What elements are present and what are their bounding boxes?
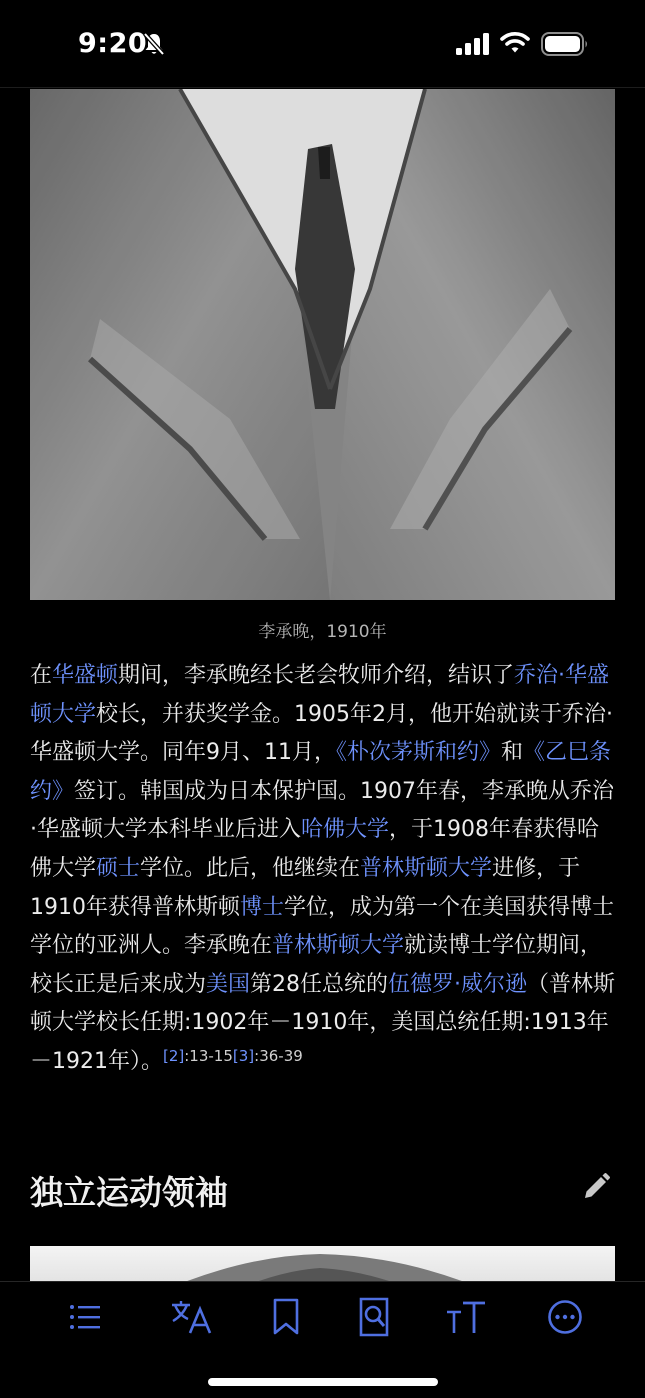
text-segment: ，于1908年春获得哈佛大学 [30,817,600,881]
link-masters-degree[interactable]: 硕士 [96,855,141,881]
signal-icon [456,33,490,55]
text-segment: 进修，于1910年获得普林斯顿 [30,855,581,920]
text-segment: 第28任总统的 [250,971,389,997]
text-segment: 在 [30,663,53,688]
bell-slash-icon [143,32,165,56]
contents-icon [68,1302,104,1332]
figure-photo[interactable] [30,89,615,600]
link-george-washington-university[interactable]: 乔治·华盛顿大学 [30,663,610,727]
text-size-button[interactable] [444,1295,488,1339]
link-harvard-university[interactable]: 哈佛大学 [301,817,390,843]
link-united-states[interactable]: 美国 [206,971,251,997]
section-heading: 独立运动领袖 [30,1173,228,1212]
contents-button[interactable] [64,1295,108,1339]
link-princeton-university-2[interactable]: 普林斯顿大学 [272,933,405,959]
text-size-icon [445,1299,487,1335]
link-princeton-university[interactable]: 普林斯顿大学 [360,855,493,881]
more-button[interactable] [543,1295,587,1339]
status-bar [0,0,645,88]
link-washington[interactable]: 华盛顿 [52,663,119,688]
wifi-icon [500,30,530,54]
edit-pencil-icon[interactable] [580,1171,612,1203]
text-segment: 签订。韩国成为日本保护国。1907年春，李承晚从乔治·华盛顿大学本科毕业后进入 [30,778,615,843]
language-icon [170,1299,214,1335]
more-icon [547,1299,583,1335]
bottom-toolbar [0,1281,645,1398]
portrait-image [30,89,615,600]
text-segment: （普林斯顿大学校长任期:1902年－1910年，美国总统任期:1913年－1921年）。 [30,971,616,1074]
language-button[interactable] [170,1295,214,1339]
figure-caption: 李承晚，1910年 [258,622,387,642]
home-indicator[interactable] [208,1378,438,1386]
reference-pages: :13-15 [184,1046,233,1065]
link-treaty-of-portsmouth[interactable]: 《朴次茅斯和约》 [336,740,502,766]
section-photo[interactable] [30,1246,615,1281]
find-in-page-button[interactable] [352,1295,396,1339]
section-photo-image [30,1246,615,1281]
bookmark-icon [271,1298,301,1336]
status-time: 9:20 [78,28,148,59]
link-woodrow-wilson[interactable]: 伍德罗·威尔逊 [388,971,528,997]
reference-pages: :36-39 [254,1046,303,1065]
text-segment: 学位，成为第一个在美国获得博士学位的亚洲人。李承晚在 [30,894,615,959]
article-content[interactable] [0,89,645,1281]
find-in-page-icon [357,1297,391,1337]
battery-icon [541,32,589,56]
article-paragraph [30,657,620,1082]
text-segment: 学位。此后，他继续在 [140,855,361,881]
link-eulsa-treaty[interactable]: 《乙巳条约》 [30,740,612,804]
text-segment: 就读博士学位期间，校长正是后来成为 [30,933,603,997]
text-segment: 校长，并获奖学金。1905年2月，他开始就读于乔治·华盛顿大学。同年9月、11月， [30,701,613,766]
reference-link-3[interactable]: [3] [232,1046,255,1065]
reference-link-2[interactable]: [2] [163,1046,185,1065]
text-segment: 和 [501,740,524,766]
link-doctorate[interactable]: 博士 [240,894,285,920]
text-segment: 期间，李承晚经长老会牧师介绍，结识了 [118,663,515,688]
bookmark-button[interactable] [264,1295,308,1339]
